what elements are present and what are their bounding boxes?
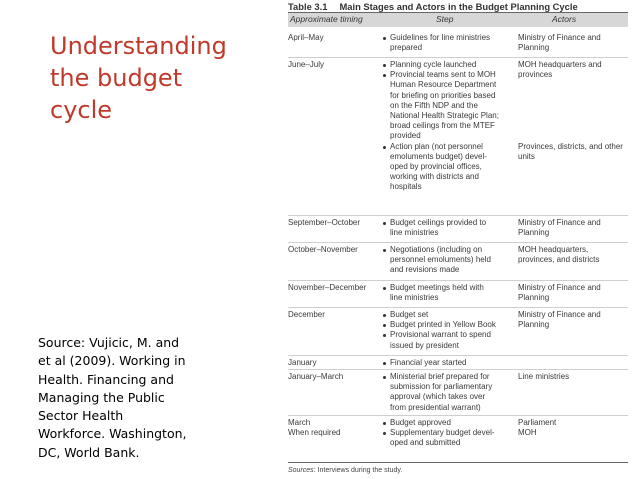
step-cell-line: provided	[390, 131, 421, 141]
source-line: Health. Financing and	[38, 371, 174, 387]
actors-cell-line: provinces, and districts	[518, 255, 600, 265]
step-cell-line: Action plan (not personnel	[390, 141, 483, 151]
bullet-icon	[383, 432, 386, 435]
slide-title	[50, 30, 250, 126]
step-cell	[390, 320, 496, 330]
timing-cell-line: April–May	[288, 33, 324, 42]
actors-cell	[518, 60, 602, 80]
step-cell-line: Budget ceilings provided to	[390, 218, 487, 227]
step-cell	[390, 283, 484, 303]
actors-cell	[518, 33, 601, 53]
source-line: Sector Health	[38, 408, 124, 424]
step-cell-line: Human Resource Department	[390, 80, 497, 90]
step-cell-line: from presidential warrant)	[390, 402, 481, 412]
actors-cell-line: Provinces, districts, and other	[518, 141, 623, 151]
bullet-icon	[383, 422, 386, 425]
step-cell-line: line ministries	[390, 228, 439, 238]
actors-cell-line: MOH headquarters and	[518, 60, 602, 69]
step-cell	[390, 142, 487, 193]
table-bottom-rule	[288, 462, 628, 463]
step-cell	[390, 60, 476, 70]
step-cell-line: Budget approved	[390, 418, 451, 427]
timing-cell-line: October–November	[288, 245, 358, 254]
step-cell-line: Supplementary budget devel-	[390, 428, 495, 438]
row-divider	[288, 415, 628, 416]
step-cell-line: Planning cycle launched	[390, 60, 477, 69]
timing-cell-line: When required	[288, 428, 341, 438]
source-line: Managing the Public	[38, 389, 165, 405]
timing-cell-line: November–December	[288, 283, 367, 292]
actors-cell-line: Line ministries	[518, 372, 570, 381]
table-caption	[288, 1, 578, 12]
timing-cell	[288, 245, 358, 255]
step-cell	[390, 372, 492, 413]
step-cell	[390, 418, 451, 428]
step-cell	[390, 245, 491, 276]
step-cell-line: Budget set	[390, 310, 429, 319]
step-cell-line: submission for parliamentary	[390, 382, 493, 392]
source-line: et al (2009). Working in	[38, 353, 186, 369]
timing-cell	[288, 358, 316, 368]
source-citation	[38, 334, 238, 462]
bullet-icon	[383, 324, 386, 327]
bullet-icon	[383, 314, 386, 317]
actors-cell-line: units	[518, 151, 535, 161]
step-cell-line: Negotiations (including on	[390, 245, 483, 254]
row-divider	[288, 242, 628, 243]
row-divider	[288, 280, 628, 281]
actors-cell	[518, 283, 601, 303]
row-divider	[288, 215, 628, 216]
bullet-icon	[383, 334, 386, 337]
budget-cycle-table	[280, 0, 630, 479]
step-cell	[390, 428, 495, 448]
actors-cell-line: Ministry of Finance and	[518, 310, 601, 319]
timing-cell-line: June–July	[288, 60, 325, 69]
step-cell-line: Ministerial brief prepared for	[390, 372, 490, 381]
step-cell	[390, 358, 466, 368]
bullet-icon	[383, 64, 386, 67]
table-sources-note	[288, 467, 402, 474]
bullet-icon	[383, 37, 386, 40]
step-cell-line: issued by president	[390, 340, 459, 350]
row-divider	[288, 355, 628, 356]
timing-cell	[288, 310, 325, 320]
step-cell	[390, 218, 486, 238]
timing-cell-line: December	[288, 310, 325, 319]
step-cell-line: emoluments budget) devel-	[390, 151, 487, 161]
table-header-row	[288, 13, 628, 27]
actors-cell-line: Planning	[518, 43, 550, 53]
header-step: Step	[436, 14, 454, 24]
step-cell-line: hospitals	[390, 182, 422, 192]
actors-cell-line: Planning	[518, 228, 550, 238]
source-line: DC, World Bank.	[38, 444, 140, 460]
timing-cell-line: March	[288, 418, 311, 427]
actors-cell	[518, 142, 623, 162]
actors-cell-line: Ministry of Finance and	[518, 33, 601, 42]
actors-cell-line: MOH	[518, 428, 537, 438]
actors-cell	[518, 310, 601, 330]
title-line: cycle	[50, 96, 113, 124]
actors-cell	[518, 245, 599, 265]
step-cell-line: working with districts and	[390, 172, 479, 182]
step-cell-line: for briefing on priorities based	[390, 90, 496, 100]
step-cell	[390, 330, 491, 350]
sources-label: Sources:	[288, 467, 316, 474]
actors-cell-line: Planning	[518, 293, 550, 303]
step-cell-line: Provincial teams sent to MOH	[390, 70, 496, 80]
step-cell-line: line ministries	[390, 293, 439, 303]
step-cell-line: personnel emoluments) held	[390, 255, 491, 265]
step-cell-line: broad ceilings from the MTEF	[390, 121, 495, 131]
table-title: Main Stages and Actors in the Budget Planning Cycle	[339, 1, 578, 12]
bullet-icon	[383, 222, 386, 225]
title-line: Understanding	[50, 32, 227, 60]
step-cell-line: and revisions made	[390, 265, 460, 275]
step-cell	[390, 310, 428, 320]
row-divider	[288, 57, 628, 58]
table-number: Table 3.1	[288, 1, 328, 12]
source-line: Workforce. Washington,	[38, 426, 187, 442]
actors-cell-line: Ministry of Finance and	[518, 218, 601, 227]
timing-cell	[288, 418, 340, 438]
step-cell-line: oped and submitted	[390, 438, 461, 448]
header-actors: Actors	[552, 14, 577, 24]
actors-cell-line: provinces	[518, 70, 553, 80]
source-line: Source: Vujicic, M. and	[38, 335, 180, 350]
header-timing: Approximate timing	[290, 14, 363, 24]
actors-cell	[518, 372, 569, 382]
title-line: the budget	[50, 64, 183, 92]
actors-cell	[518, 218, 601, 238]
step-cell-line: prepared	[390, 43, 423, 53]
timing-cell	[288, 33, 324, 43]
timing-cell	[288, 372, 343, 382]
step-cell-line: Budget meetings held with	[390, 283, 484, 292]
actors-cell-line: Ministry of Finance and	[518, 283, 601, 292]
step-cell	[390, 70, 499, 141]
bullet-icon	[383, 146, 386, 149]
step-cell-line: Guidelines for line ministries	[390, 33, 491, 42]
timing-cell-line: January	[288, 358, 317, 367]
step-cell-line: on the Fifth NDP and the	[390, 100, 478, 110]
actors-cell-line: Planning	[518, 320, 550, 330]
bullet-icon	[383, 362, 386, 365]
bullet-icon	[383, 376, 386, 379]
actors-cell	[518, 418, 556, 438]
step-cell-line: approval (which takes over	[390, 392, 486, 402]
timing-cell-line: September–October	[288, 218, 361, 227]
step-cell-line: Financial year started	[390, 358, 467, 367]
step-cell-line: National Health Strategic Plan;	[390, 111, 499, 120]
step-cell-line: oped by provincial offices,	[390, 162, 482, 171]
step-cell-line: Provisional warrant to spend	[390, 330, 491, 340]
bullet-icon	[383, 74, 386, 77]
bullet-icon	[383, 287, 386, 290]
step-cell-line: Budget printed in Yellow Book	[390, 320, 496, 330]
bullet-icon	[383, 249, 386, 252]
actors-cell-line: Parliament	[518, 418, 557, 427]
row-divider	[288, 307, 628, 308]
timing-cell	[288, 218, 360, 228]
actors-cell-line: MOH headquarters,	[518, 245, 589, 254]
sources-text: Interviews during the study.	[317, 467, 403, 474]
timing-cell	[288, 60, 324, 70]
row-divider	[288, 369, 628, 370]
timing-cell	[288, 283, 366, 293]
step-cell	[390, 33, 490, 53]
timing-cell-line: January–March	[288, 372, 344, 381]
